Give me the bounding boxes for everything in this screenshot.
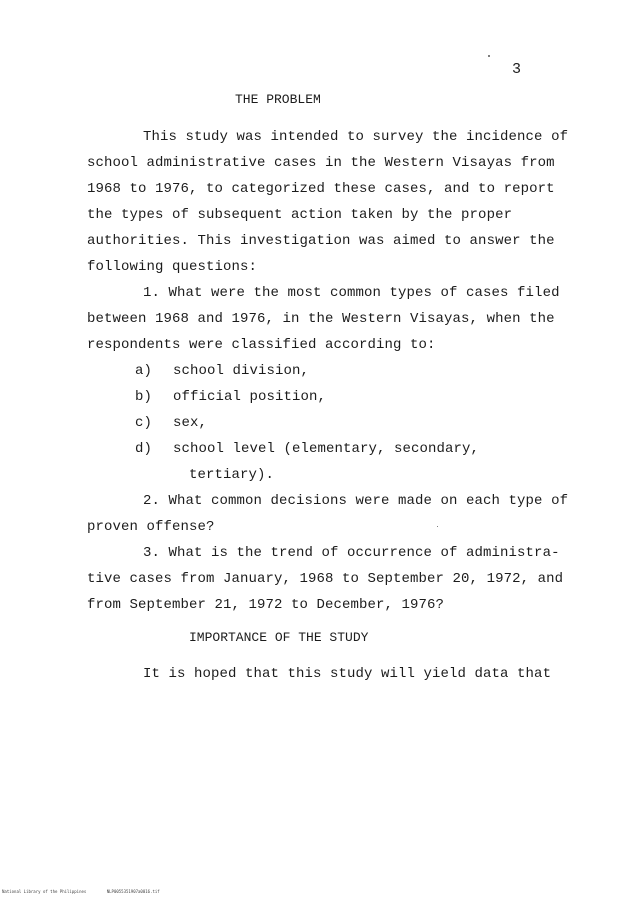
list-marker: d) (135, 441, 153, 457)
list-item-text: sex, (173, 415, 208, 431)
question-1-line: respondents were classified according to: (87, 337, 436, 353)
scan-footer (2, 889, 178, 894)
list-marker: b) (135, 389, 153, 405)
question-3-line: from September 21, 1972 to December, 1976? (87, 597, 445, 613)
list-item-text: school division, (173, 363, 310, 379)
intro-line: the types of subsequent action taken by the proper (87, 207, 513, 223)
question-1-line: 1. What were the most common types of cases filed (143, 285, 560, 301)
importance-line: It is hoped that this study will yield data that (143, 666, 552, 682)
question-3-line: 3. What is the trend of occurrence of administra- (143, 545, 560, 561)
list-marker: a) (135, 363, 153, 379)
section-heading-problem: THE PROBLEM (235, 92, 321, 107)
question-1-line: between 1968 and 1976, in the Western Visayas, when the (87, 311, 555, 327)
footer-library: National Library of the Philippines (2, 889, 87, 894)
intro-line: 1968 to 1976, to categorized these cases, and to report (87, 181, 555, 197)
question-3-line: tive cases from January, 1968 to September 20, 1972, and (87, 571, 564, 587)
intro-line: school administrative cases in the Western Visayas from (87, 155, 555, 171)
footer-file-id: NLP0055351907a0016.tif (106, 889, 160, 894)
list-item-continuation: tertiary). (189, 467, 275, 483)
scan-speck (488, 55, 490, 57)
page-number: 3 (512, 61, 522, 78)
list-marker: c) (135, 415, 153, 431)
list-item-text: official position, (173, 389, 327, 405)
intro-line: following questions: (87, 259, 258, 275)
question-2-line: proven offense? (87, 519, 215, 535)
section-heading-importance: IMPORTANCE OF THE STUDY (189, 630, 369, 645)
list-item-text: school level (elementary, secondary, (173, 441, 480, 457)
intro-line: This study was intended to survey the incidence of (143, 129, 569, 145)
intro-line: authorities. This investigation was aimed to answer the (87, 233, 555, 249)
scan-speck (437, 526, 438, 527)
question-2-line: 2. What common decisions were made on each type of (143, 493, 569, 509)
